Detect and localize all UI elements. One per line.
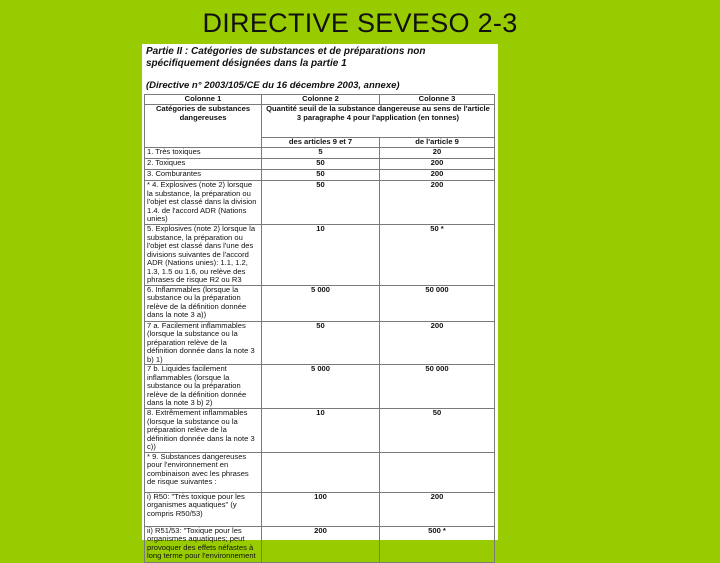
row-col2-value: 50: [262, 181, 380, 225]
table-row: [145, 526, 495, 562]
row-col3-value: 50 000: [380, 365, 495, 409]
table-row: [145, 452, 495, 492]
row-col3-value: 200: [380, 321, 495, 365]
row-col2-value: 5: [262, 148, 380, 159]
row-col2-value: [262, 452, 380, 492]
row-category: i) R50: "Très toxique pour les organismes aquatiques" (y compris R50/53): [145, 492, 262, 526]
row-col2-value: 100: [262, 492, 380, 526]
row-col3-value: 20: [380, 148, 495, 159]
column-1-label: Colonne 1: [145, 95, 262, 105]
row-col3-value: [380, 452, 495, 492]
scanned-document-image: [142, 44, 498, 560]
table-row: [145, 365, 495, 409]
row-col2-value: 10: [262, 409, 380, 453]
row-col2-value: 5 000: [262, 285, 380, 321]
row-col2-value: 10: [262, 225, 380, 286]
row-col2-value: 5 000: [262, 365, 380, 409]
row-category: 1. Très toxiques: [145, 148, 262, 159]
row-col2-value: 200: [262, 526, 380, 562]
table-row: [145, 409, 495, 453]
row-col3-value: 200: [380, 492, 495, 526]
document-heading: Partie II : Catégories de substances et de préparations non spécifiquement désignées dans la partie 1: [146, 46, 426, 69]
table-row: [145, 285, 495, 321]
slide-title: DIRECTIVE SEVESO 2-3: [202, 8, 518, 38]
row-col3-value: 500 *: [380, 526, 495, 562]
row-col2-value: 50: [262, 170, 380, 181]
column-header-row: [145, 105, 495, 138]
col1-header: Catégories de substances dangereuses: [145, 105, 262, 148]
col3-subheader: de l'article 9: [380, 138, 495, 148]
table-row: [145, 159, 495, 170]
column-3-label: Colonne 3: [380, 95, 495, 105]
column-2-label: Colonne 2: [262, 95, 380, 105]
row-category: 2. Toxiques: [145, 159, 262, 170]
row-col3-value: 50: [380, 409, 495, 453]
table-row: [145, 321, 495, 365]
table-row: [145, 181, 495, 225]
table-row: [145, 148, 495, 159]
row-category: 7 b. Liquides facilement inflammables (lorsque la substance ou la préparation relève de la définition donnée dans la note 3 b) 2): [145, 365, 262, 409]
table-row: [145, 492, 495, 526]
row-category: 8. Extrêmement inflammables (lorsque la substance ou la préparation relève de la définition donnée dans la note 3 c)): [145, 409, 262, 453]
row-col3-value: 200: [380, 170, 495, 181]
row-col2-value: 50: [262, 321, 380, 365]
row-col3-value: 50 *: [380, 225, 495, 286]
row-category: 5. Explosives (note 2) lorsque la substance, la préparation ou l'objet est classé dans l'une des divisions suivantes de l'accord ADR (Nations unies): 1.1, 1.2, 1.3, 1.5 ou 1.6, ou relève des phrases de risque R2 ou R3: [145, 225, 262, 286]
directive-reference: (Directive n° 2003/105/CE du 16 décembre 2003, annexe): [146, 80, 400, 91]
row-category: 6. Inflammables (lorsque la substance ou la préparation relève de la définition donnée dans la note 3 a)): [145, 285, 262, 321]
col2-subheader: des articles 9 et 7: [262, 138, 380, 148]
row-category: * 4. Explosives (note 2) lorsque la substance, la préparation ou l'objet est classé dans la division 1.4. de l'accord ADR (Nations unies): [145, 181, 262, 225]
row-category: * 9. Substances dangereuses pour l'environnement en combinaison avec les phrases de risque suivantes :: [145, 452, 262, 492]
row-col3-value: 50 000: [380, 285, 495, 321]
table-row: [145, 225, 495, 286]
row-category: ii) R51/53: "Toxique pour les organismes aquatiques; peut provoquer des effets néfastes à long terme pour l'environnement: [145, 526, 262, 562]
row-category: 3. Comburantes: [145, 170, 262, 181]
table-row: [145, 170, 495, 181]
row-col2-value: 50: [262, 159, 380, 170]
row-category: 7 a. Facilement inflammables (lorsque la substance ou la préparation relève de la définition donnée dans la note 3 b) 1): [145, 321, 262, 365]
row-col3-value: 200: [380, 159, 495, 170]
column-number-row: [145, 95, 495, 105]
threshold-header: Quantité seuil de la substance dangereuse au sens de l'article 3 paragraphe 4 pour l'application (en tonnes): [262, 105, 495, 138]
substances-table: [144, 94, 495, 563]
row-col3-value: 200: [380, 181, 495, 225]
